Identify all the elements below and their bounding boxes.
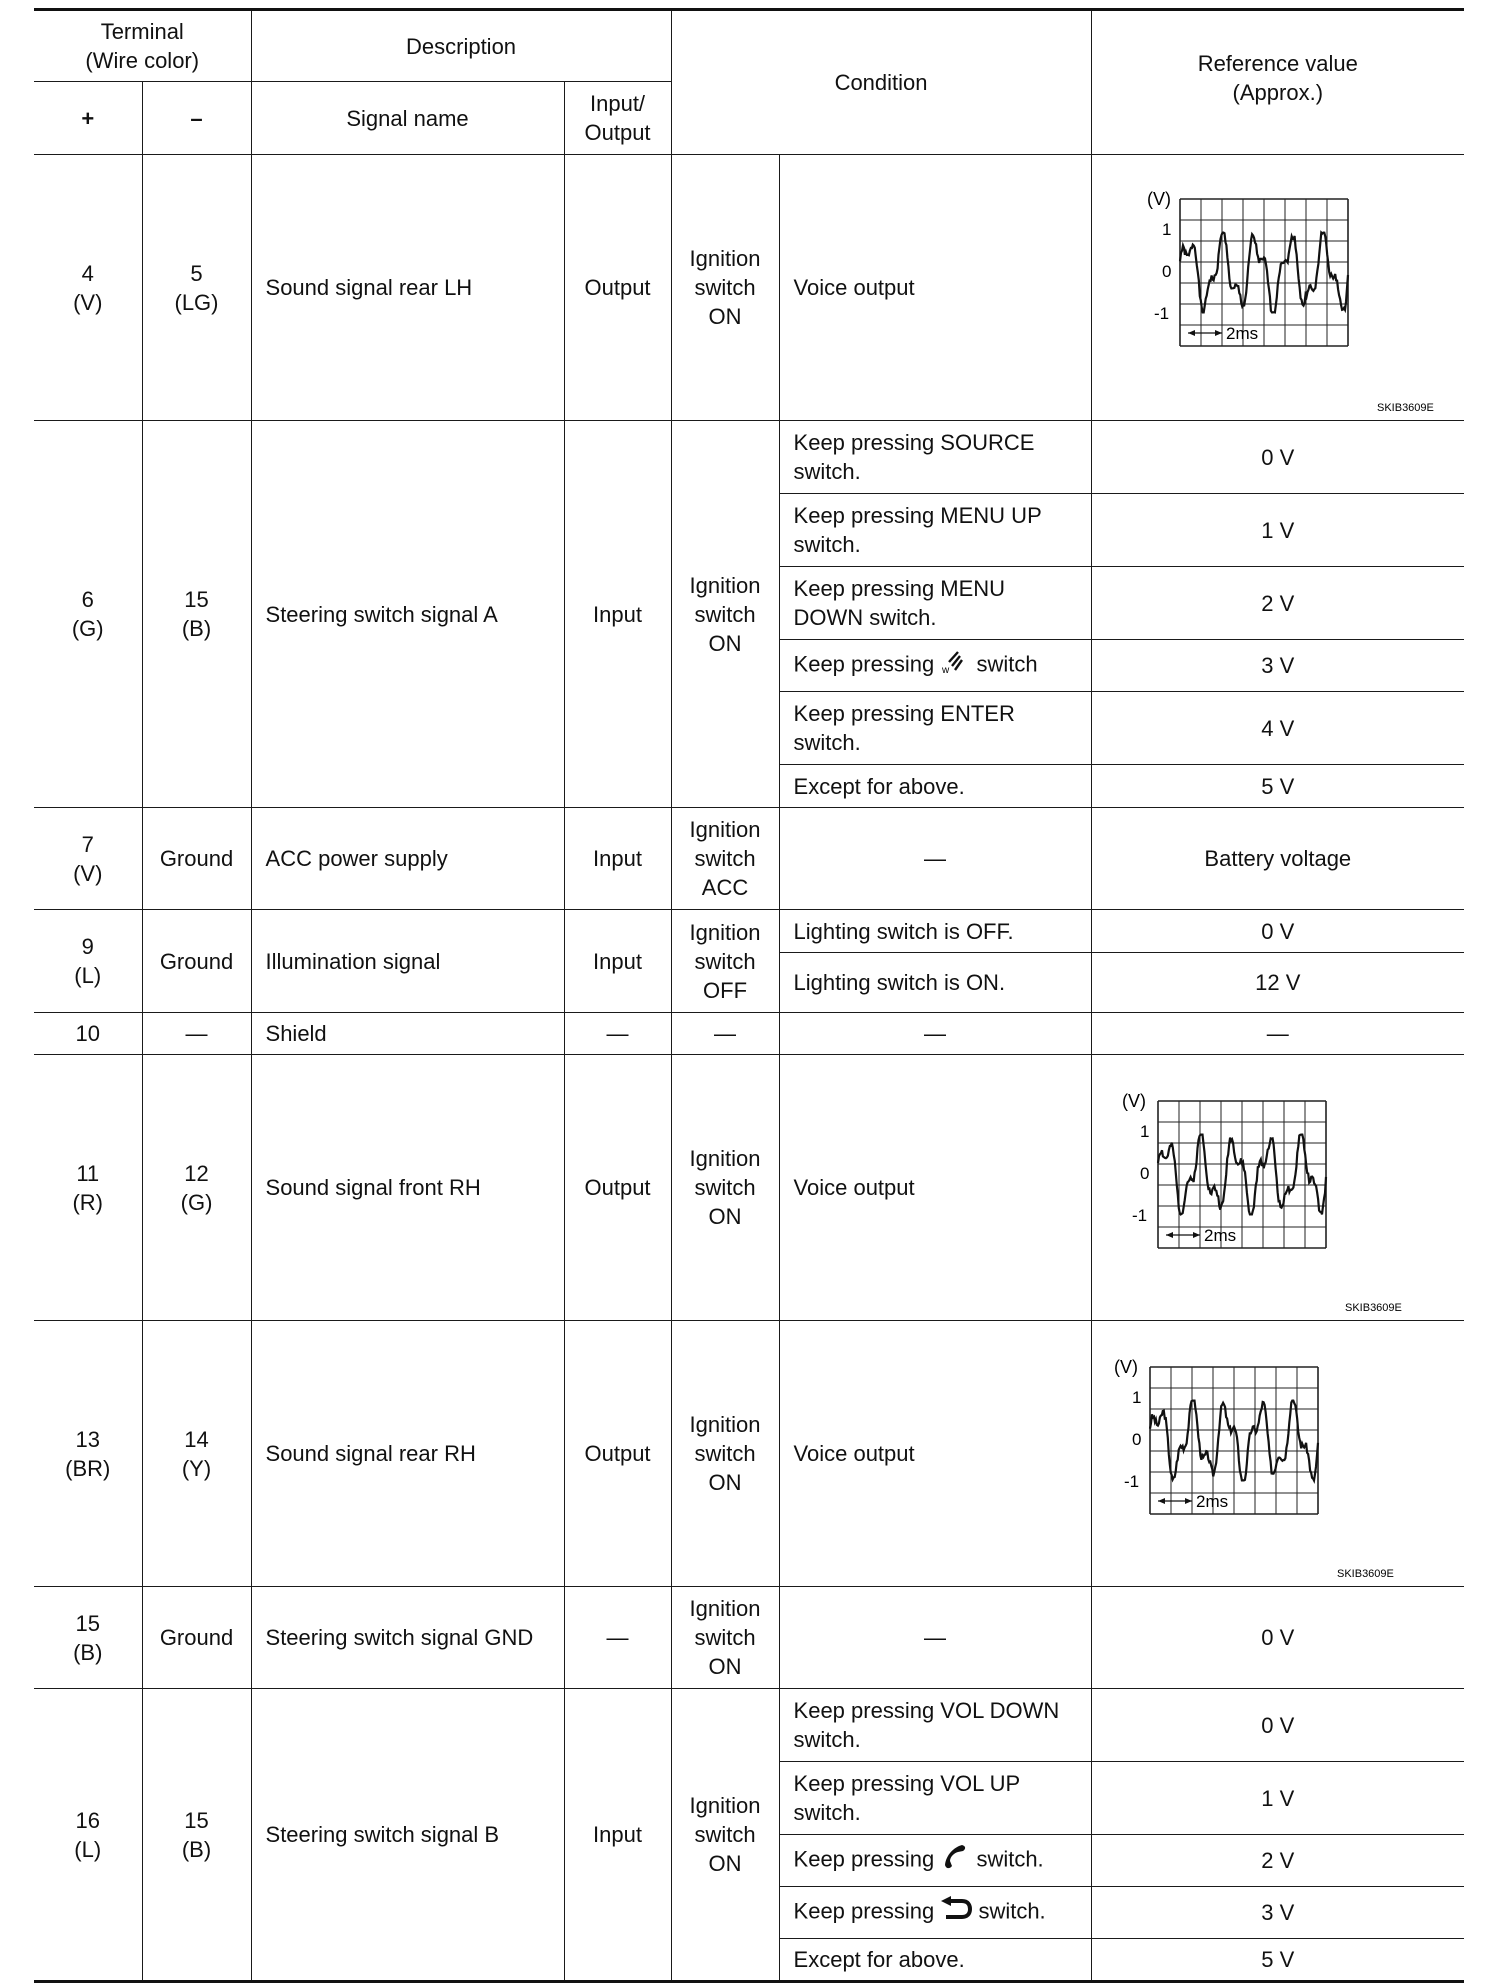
header-signal-name: Signal name — [251, 82, 564, 155]
condition: Lighting switch is OFF. — [779, 910, 1091, 953]
terminal-table-sheet — [34, 8, 1464, 1972]
switch-state: Ignition switch ON — [671, 1587, 779, 1689]
scope-grid — [1180, 199, 1348, 346]
input-output: Input — [564, 910, 671, 1013]
header-terminal: Terminal (Wire color) — [34, 10, 251, 82]
scope-ref-code: SKIB3609E — [1376, 401, 1434, 414]
header-plus: + — [34, 82, 142, 155]
reference-value: 1 V — [1091, 1762, 1464, 1835]
time-div-marker — [1158, 1498, 1192, 1504]
condition — [779, 640, 1091, 692]
reference-value: 0 V — [1091, 910, 1464, 953]
reference-value: 5 V — [1091, 1939, 1464, 1982]
terminal-plus: 4 (V) — [34, 155, 142, 421]
scope-y-tick: -1 — [1123, 1471, 1139, 1491]
scope-ref-code: SKIB3609E — [1336, 1567, 1394, 1580]
header-description: Description — [251, 10, 671, 82]
back-arrow-icon — [940, 1896, 972, 1929]
scope-time-label: 2ms — [1203, 1225, 1236, 1245]
terminal-minus: 15 (B) — [142, 421, 251, 808]
terminal-plus: 16 (L) — [34, 1689, 142, 1982]
table-row — [34, 155, 1464, 421]
table-row — [34, 1321, 1464, 1587]
condition: Keep pressing VOL UP switch. — [779, 1762, 1091, 1835]
switch-state: Ignition switch ON — [671, 1055, 779, 1321]
voice-recognition-icon — [940, 649, 970, 682]
waveform-cell — [1091, 1055, 1464, 1321]
input-output: Output — [564, 155, 671, 421]
condition: Keep pressing ENTER switch. — [779, 692, 1091, 765]
terminal-minus: Ground — [142, 910, 251, 1013]
oscilloscope-waveform — [1092, 1057, 1465, 1319]
svg-text:w: w — [942, 665, 950, 675]
condition-text: switch. — [978, 1898, 1046, 1924]
terminal-reference-table — [34, 8, 1464, 1983]
condition — [779, 1835, 1091, 1887]
condition: Voice output — [779, 1055, 1091, 1321]
reference-value: 0 V — [1091, 1689, 1464, 1762]
reference-value: 2 V — [1091, 1835, 1464, 1887]
switch-state: Ignition switch ON — [671, 1689, 779, 1982]
oscilloscope-waveform — [1092, 157, 1465, 419]
signal-name: Steering switch signal GND — [251, 1587, 564, 1689]
condition-text: Keep pressing — [793, 651, 935, 677]
scope-unit-label: (V) — [1146, 188, 1171, 209]
scope-y-tick: 0 — [1139, 1163, 1150, 1183]
scope-grid — [1150, 1367, 1318, 1514]
condition: Keep pressing VOL DOWN switch. — [779, 1689, 1091, 1762]
condition: — — [779, 1013, 1091, 1055]
condition: — — [779, 1587, 1091, 1689]
terminal-minus: Ground — [142, 1587, 251, 1689]
terminal-minus: 5 (LG) — [142, 155, 251, 421]
reference-value: 1 V — [1091, 494, 1464, 567]
scope-time-label: 2ms — [1225, 323, 1258, 343]
switch-state: Ignition switch ON — [671, 155, 779, 421]
terminal-plus: 6 (G) — [34, 421, 142, 808]
input-output: Input — [564, 1689, 671, 1982]
input-output: Input — [564, 421, 671, 808]
terminal-plus: 10 — [34, 1013, 142, 1055]
scope-y-tick: 1 — [1161, 219, 1172, 239]
terminal-plus: 7 (V) — [34, 808, 142, 910]
condition — [779, 1887, 1091, 1939]
condition: Lighting switch is ON. — [779, 953, 1091, 1013]
reference-value: 0 V — [1091, 421, 1464, 494]
terminal-plus: 15 (B) — [34, 1587, 142, 1689]
signal-name: Sound signal front RH — [251, 1055, 564, 1321]
reference-value: 12 V — [1091, 953, 1464, 1013]
input-output: — — [564, 1013, 671, 1055]
reference-value: 5 V — [1091, 765, 1464, 808]
reference-value: 2 V — [1091, 567, 1464, 640]
input-output: — — [564, 1587, 671, 1689]
switch-state: Ignition switch ACC — [671, 808, 779, 910]
input-output: Output — [564, 1321, 671, 1587]
terminal-minus: 15 (B) — [142, 1689, 251, 1982]
header-reference-value: Reference value (Approx.) — [1091, 10, 1464, 155]
input-output: Input — [564, 808, 671, 910]
condition: Voice output — [779, 1321, 1091, 1587]
signal-name: Steering switch signal B — [251, 1689, 564, 1982]
scope-y-tick: -1 — [1131, 1205, 1147, 1225]
switch-state: Ignition switch ON — [671, 421, 779, 808]
condition-text: Keep pressing — [793, 1846, 935, 1872]
header-input-output: Input/ Output — [564, 82, 671, 155]
condition: Except for above. — [779, 765, 1091, 808]
scope-y-tick: 1 — [1139, 1121, 1150, 1141]
terminal-minus: — — [142, 1013, 251, 1055]
reference-value: Battery voltage — [1091, 808, 1464, 910]
condition: Voice output — [779, 155, 1091, 421]
reference-value: 3 V — [1091, 640, 1464, 692]
reference-value: 0 V — [1091, 1587, 1464, 1689]
scope-y-tick: 1 — [1131, 1387, 1142, 1407]
table-row — [34, 1587, 1464, 1689]
scope-ref-code: SKIB3609E — [1344, 1301, 1402, 1314]
condition-text: switch. — [976, 1846, 1044, 1872]
signal-name: Sound signal rear RH — [251, 1321, 564, 1587]
scope-unit-label: (V) — [1121, 1090, 1146, 1111]
time-div-marker — [1188, 330, 1222, 336]
reference-value: 4 V — [1091, 692, 1464, 765]
table-row — [34, 808, 1464, 910]
reference-value: — — [1091, 1013, 1464, 1055]
condition: — — [779, 808, 1091, 910]
terminal-minus: 14 (Y) — [142, 1321, 251, 1587]
signal-name: ACC power supply — [251, 808, 564, 910]
condition: Keep pressing MENU UP switch. — [779, 494, 1091, 567]
table-row — [34, 1055, 1464, 1321]
signal-name: Shield — [251, 1013, 564, 1055]
switch-state: Ignition switch OFF — [671, 910, 779, 1013]
switch-state: Ignition switch ON — [671, 1321, 779, 1587]
condition: Keep pressing MENU DOWN switch. — [779, 567, 1091, 640]
scope-y-tick: 0 — [1131, 1429, 1142, 1449]
time-div-marker — [1166, 1232, 1200, 1238]
input-output: Output — [564, 1055, 671, 1321]
signal-name: Illumination signal — [251, 910, 564, 1013]
scope-y-tick: 0 — [1161, 261, 1172, 281]
phone-icon — [940, 1843, 970, 1878]
scope-grid — [1158, 1101, 1326, 1248]
condition: Keep pressing SOURCE switch. — [779, 421, 1091, 494]
scope-unit-label: (V) — [1113, 1356, 1138, 1377]
terminal-plus: 13 (BR) — [34, 1321, 142, 1587]
header-condition: Condition — [671, 10, 1091, 155]
header-minus: – — [142, 82, 251, 155]
waveform-cell — [1091, 1321, 1464, 1587]
terminal-minus: 12 (G) — [142, 1055, 251, 1321]
signal-name: Sound signal rear LH — [251, 155, 564, 421]
waveform-cell — [1091, 155, 1464, 421]
condition: Except for above. — [779, 1939, 1091, 1982]
table-row — [34, 1013, 1464, 1055]
signal-name: Steering switch signal A — [251, 421, 564, 808]
switch-state: — — [671, 1013, 779, 1055]
terminal-minus: Ground — [142, 808, 251, 910]
scope-time-label: 2ms — [1195, 1491, 1228, 1511]
terminal-plus: 11 (R) — [34, 1055, 142, 1321]
oscilloscope-waveform — [1092, 1323, 1465, 1585]
reference-value: 3 V — [1091, 1887, 1464, 1939]
condition-text: switch — [976, 651, 1038, 677]
condition-text: Keep pressing — [793, 1898, 935, 1924]
scope-y-tick: -1 — [1153, 303, 1169, 323]
terminal-plus: 9 (L) — [34, 910, 142, 1013]
